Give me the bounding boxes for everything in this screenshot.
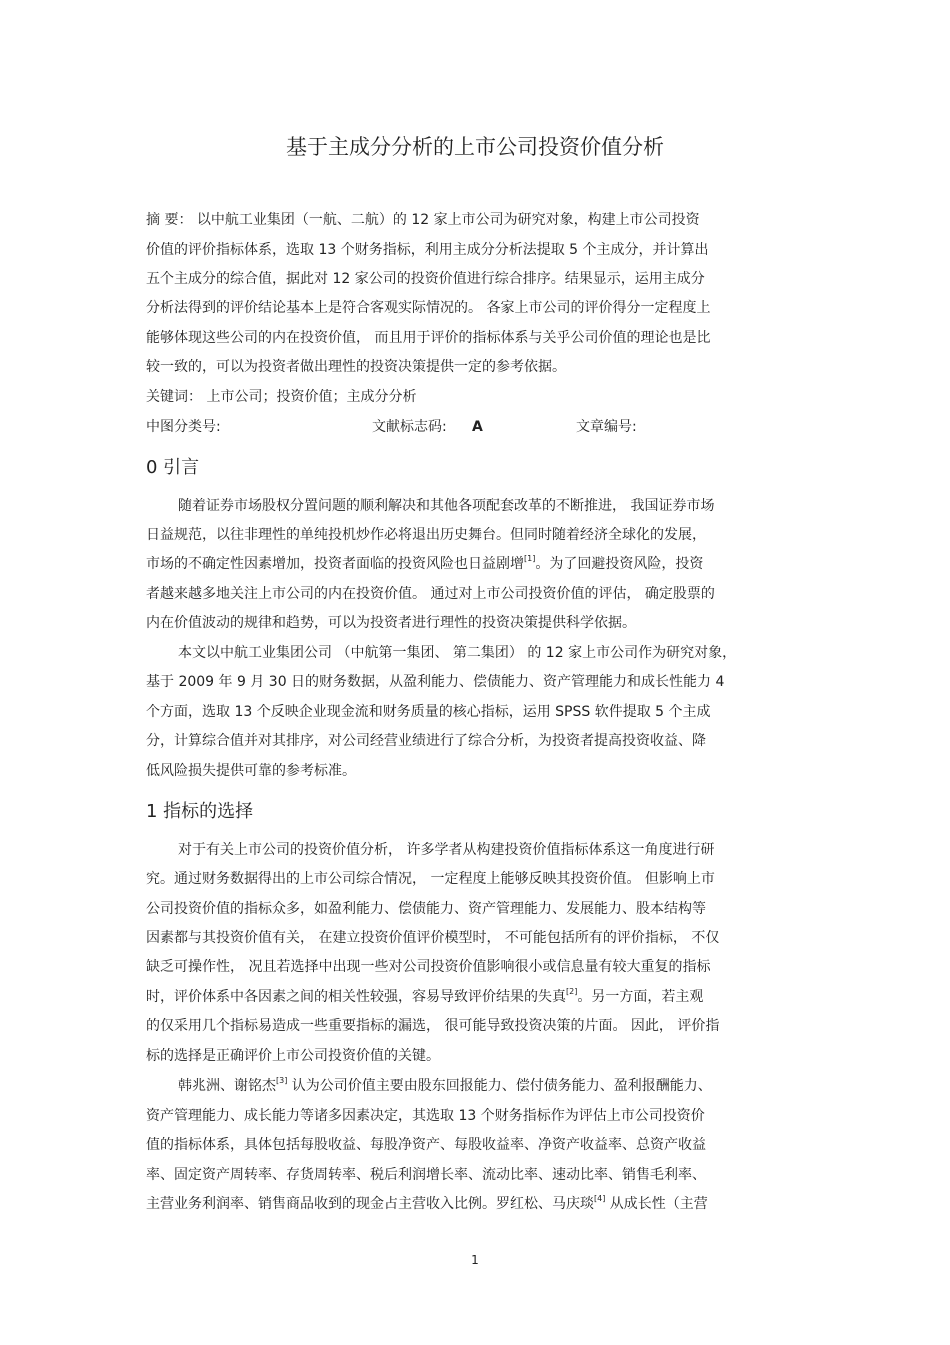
body-line: 资产管理能力、成长能力等诸多因素决定，其选取 13 个财务指标作为评估上市公司投资价 [146, 1108, 705, 1124]
abstract-line: 较一致的，可以为投资者做出理性的投资决策提供一定的参考依据。 [146, 359, 566, 375]
section-heading-indicators: 1 指标的选择 [146, 801, 254, 822]
body-line: 者越来越多地关注上市公司的内在投资价值。 通过对上市公司投资价值的评估， 确定股票的 [146, 586, 715, 602]
abstract-label: 摘 要： [146, 212, 193, 228]
abstract-line: 五个主成分的综合值，据此对 12 家公司的投资价值进行综合排序。结果显示，运用主成分 [146, 271, 705, 287]
paper-title: 基于主成分分析的上市公司投资价值分析 [286, 135, 664, 159]
abstract-line: 价值的评价指标体系，选取 13 个财务指标，利用主成分分析法提取 5 个主成分，并计算出 [146, 242, 709, 258]
clc-label: 中图分类号: [146, 419, 221, 435]
citation: [2] [566, 987, 578, 996]
doc-code-label: 文献标志码: [372, 419, 447, 435]
body-line: 基于 2009 年 9 月 30 日的财务数据，从盈利能力、偿债能力、资产管理能力和成长性能力 4 [146, 674, 725, 690]
abstract-line: 摘 要： 以中航工业集团（一航、二航）的 12 家上市公司为研究对象，构建上市公司投资 [146, 212, 700, 228]
body-line: 究。通过财务数据得出的上市公司综合情况， 一定程度上能够反映其投资价值。 但影响上市 [146, 871, 715, 887]
body-line: 的仅采用几个指标易造成一些重要指标的漏选， 很可能导致投资决策的片面。 因此， 评价指 [146, 1018, 720, 1034]
keywords-label: 关键词： [146, 389, 202, 405]
body-line: 韩兆洲、谢铭杰[3] 认为公司价值主要由股东回报能力、偿付债务能力、盈利报酬能力、 [178, 1076, 712, 1094]
body-line: 市场的不确定性因素增加，投资者面临的投资风险也日益剧增[1]。为了回避投资风险，投资 [146, 554, 704, 572]
body-line: 缺乏可操作性， 况且若选择中出现一些对公司投资价值影响很小或信息量有较大重复的指标 [146, 959, 711, 975]
keywords-value: 上市公司；投资价值；主成分分析 [206, 389, 417, 405]
body-line: 因素都与其投资价值有关， 在建立投资价值评价模型时， 不可能包括所有的评价指标， 不仅 [146, 930, 720, 946]
citation: [3] [276, 1076, 288, 1085]
body-line: 主营业务利润率、销售商品收到的现金占主营收入比例。罗红松、马庆琰[4] 从成长性（主营 [146, 1194, 708, 1212]
body-line: 本文以中航工业集团公司 （中航第一集团、 第二集团） 的 12 家上市公司作为研究对象， [178, 645, 737, 661]
body-line: 标的选择是正确评价上市公司投资价值的关键。 [146, 1048, 440, 1064]
body-line: 内在价值波动的规律和趋势，可以为投资者进行理性的投资决策提供科学依据。 [146, 615, 636, 631]
body-line: 率、固定资产周转率、存货周转率、税后利润增长率、流动比率、速动比率、销售毛利率、 [146, 1167, 706, 1183]
abstract-line: 分析法得到的评价结论基本上是符合客观实际情况的。 各家上市公司的评价得分一定程度上 [146, 300, 711, 316]
body-line: 公司投资价值的指标众多，如盈利能力、偿债能力、资产管理能力、发展能力、股本结构等 [146, 901, 706, 917]
body-line: 随着证券市场股权分置问题的顺利解决和其他各项配套改革的不断推进， 我国证券市场 [178, 498, 715, 514]
body-line: 个方面，选取 13 个反映企业现金流和财务质量的核心指标，运用 SPSS 软件提取 5 个主成 [146, 704, 711, 720]
body-line: 分，计算综合值并对其排序，对公司经营业绩进行了综合分析，为投资者提高投资收益、降 [146, 733, 706, 749]
body-line: 日益规范，以往非理性的单纯投机炒作必将退出历史舞台。但同时随着经济全球化的发展， [146, 527, 706, 543]
body-line: 值的指标体系，具体包括每股收益、每股净资产、每股收益率、净资产收益率、总资产收益 [146, 1137, 706, 1153]
section-heading-intro: 0 引言 [146, 457, 200, 478]
citation: [1] [524, 554, 536, 563]
body-line: 对于有关上市公司的投资价值分析， 许多学者从构建投资价值指标体系这一角度进行研 [178, 842, 715, 858]
article-no-label: 文章编号: [576, 419, 637, 435]
abstract-line: 能够体现这些公司的内在投资价值， 而且用于评价的指标体系与关乎公司价值的理论也是比 [146, 330, 711, 346]
body-line: 时，评价体系中各因素之间的相关性较强，容易导致评价结果的失真[2]。另一方面，若主观 [146, 987, 704, 1005]
keywords [146, 388, 416, 406]
citation: [4] [594, 1194, 606, 1203]
page-number: 1 [471, 1253, 479, 1267]
body-line: 低风险损失提供可靠的参考标准。 [146, 763, 356, 779]
doc-code-value: A [472, 419, 483, 435]
